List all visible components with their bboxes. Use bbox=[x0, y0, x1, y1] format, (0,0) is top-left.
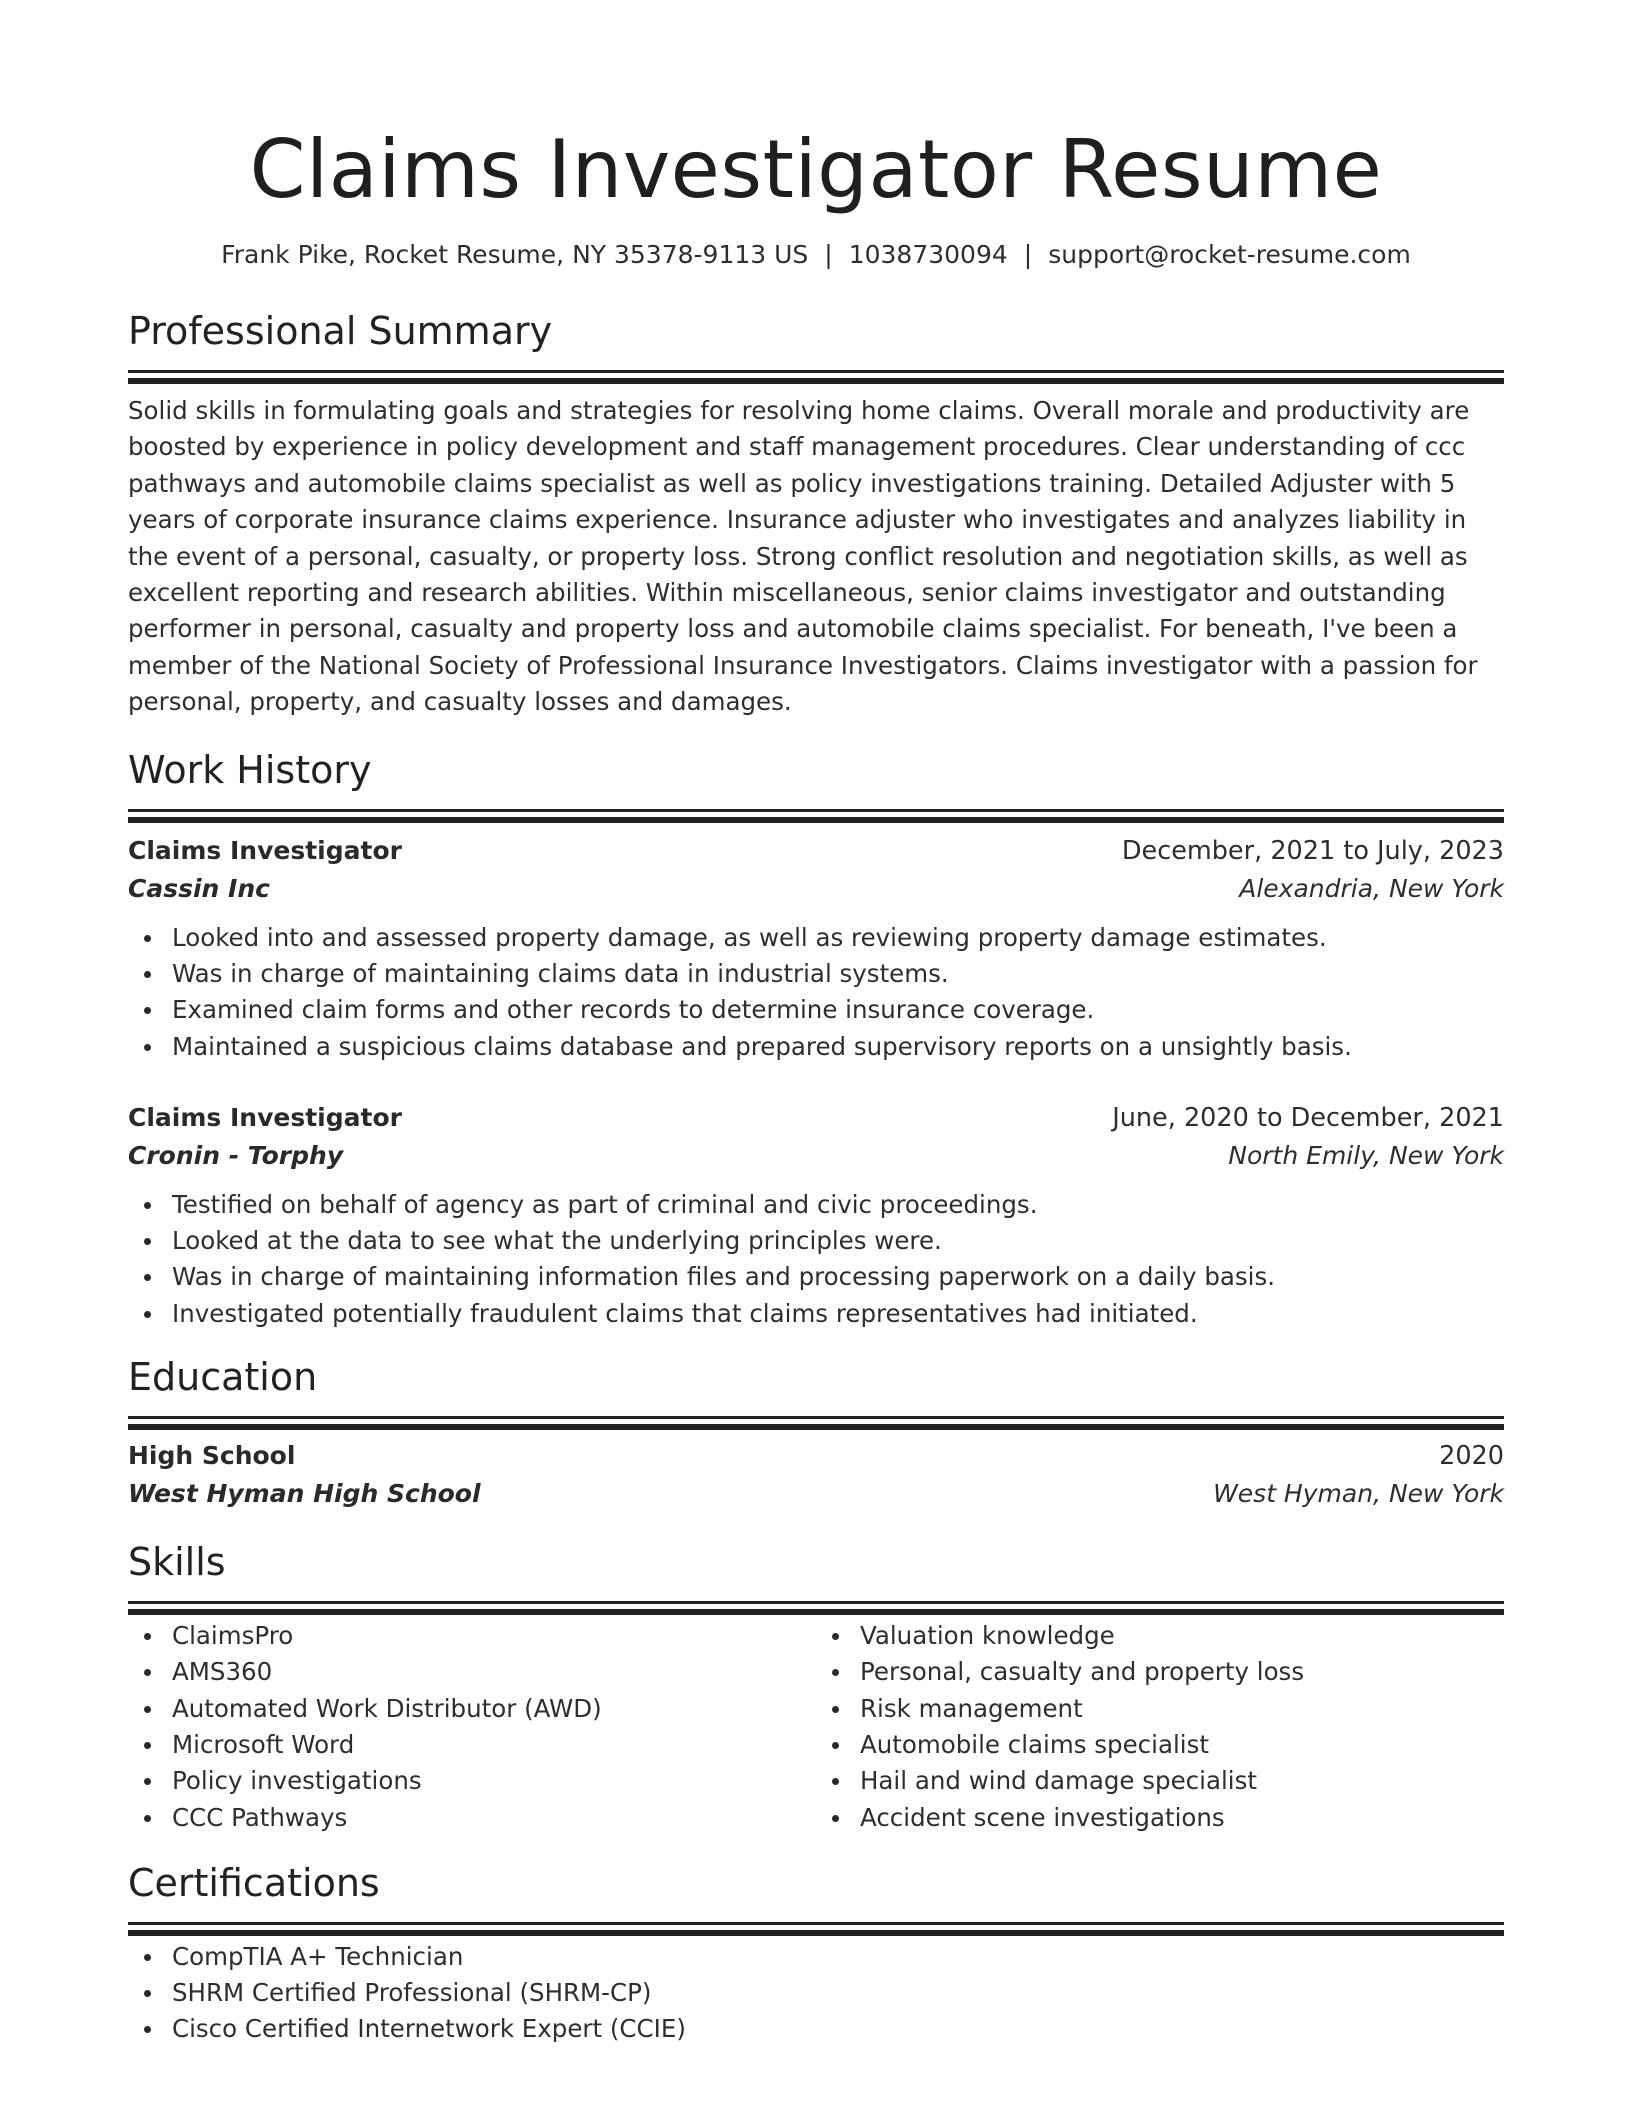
resume-page bbox=[128, 0, 1504, 2048]
certification-item: CompTIA A+ Technician bbox=[128, 1939, 1504, 1975]
skill-item: Automobile claims specialist bbox=[816, 1727, 1504, 1763]
job-dates: December, 2021 to July, 2023 bbox=[1121, 835, 1504, 866]
list-item: Testified on behalf of agency as part of criminal and civic proceedings. bbox=[128, 1187, 1504, 1223]
job-location: Alexandria, New York bbox=[1239, 873, 1504, 903]
list-item: Looked at the data to see what the underlying principles were. bbox=[128, 1223, 1504, 1259]
skill-item: Personal, casualty and property loss bbox=[816, 1654, 1504, 1690]
skills-grid bbox=[128, 1618, 1504, 1836]
job-title: Claims Investigator bbox=[128, 835, 402, 865]
job-location: North Emily, New York bbox=[1228, 1140, 1504, 1170]
company-name: Cronin - Torphy bbox=[128, 1140, 344, 1170]
education-section bbox=[128, 1352, 1504, 1513]
list-item: Maintained a suspicious claims database and prepared supervisory reports on a unsightly basis. bbox=[128, 1029, 1504, 1065]
skill-item: Policy investigations bbox=[128, 1763, 816, 1799]
list-item: Examined claim forms and other records to determine insurance coverage. bbox=[128, 992, 1504, 1028]
contact-line bbox=[128, 238, 1504, 272]
skill-item: Automated Work Distributor (AWD) bbox=[128, 1691, 816, 1727]
school-name: West Hyman High School bbox=[128, 1479, 481, 1509]
certifications-list bbox=[128, 1939, 1504, 2048]
contact-address: Frank Pike, Rocket Resume, NY 35378-9113 US bbox=[221, 240, 809, 269]
section-divider bbox=[128, 1416, 1504, 1419]
skill-item: Hail and wind damage specialist bbox=[816, 1763, 1504, 1799]
skills-list-left bbox=[128, 1618, 816, 1836]
document-title: Claims Investigator Resume bbox=[249, 123, 1383, 216]
skills-list-right bbox=[816, 1618, 1504, 1836]
section-heading-skills: Skills bbox=[128, 1540, 226, 1585]
section-divider bbox=[128, 370, 1504, 373]
contact-separator: | bbox=[1023, 240, 1033, 269]
school-location: West Hyman, New York bbox=[1213, 1479, 1504, 1509]
list-item: Looked into and assessed property damage, as well as reviewing property damage estimates. bbox=[128, 920, 1504, 956]
certification-item: SHRM Certified Professional (SHRM-CP) bbox=[128, 1975, 1504, 2011]
skill-item: Microsoft Word bbox=[128, 1727, 816, 1763]
skill-item: Risk management bbox=[816, 1691, 1504, 1727]
list-item: Was in charge of maintaining claims data in industrial systems. bbox=[128, 956, 1504, 992]
section-heading-summary: Professional Summary bbox=[128, 309, 553, 353]
section-heading-work-history: Work History bbox=[128, 747, 372, 792]
contact-separator: | bbox=[824, 240, 833, 269]
contact-email: support@rocket-resume.com bbox=[1048, 240, 1411, 269]
section-heading-education: Education bbox=[128, 1355, 318, 1400]
list-item: Was in charge of maintaining information files and processing paperwork on a daily basis. bbox=[128, 1259, 1504, 1295]
job-dates: June, 2020 to December, 2021 bbox=[1112, 1102, 1504, 1133]
education-year: 2020 bbox=[1439, 1441, 1504, 1472]
skill-item: AMS360 bbox=[128, 1654, 816, 1690]
skill-item: Accident scene investigations bbox=[816, 1800, 1504, 1836]
job-entry bbox=[128, 1099, 1504, 1332]
education-degree: High School bbox=[128, 1441, 296, 1471]
job-title: Claims Investigator bbox=[128, 1102, 402, 1132]
section-divider bbox=[128, 1922, 1504, 1925]
certification-item: Cisco Certified Internetwork Expert (CCIE) bbox=[128, 2011, 1504, 2047]
company-name: Cassin Inc bbox=[128, 873, 270, 903]
work-history-section bbox=[128, 745, 1504, 1332]
job-duties-list bbox=[128, 1187, 1504, 1332]
summary-section bbox=[128, 306, 1504, 721]
skill-item: Valuation knowledge bbox=[816, 1618, 1504, 1654]
list-item: Investigated potentially fraudulent claims that claims representatives had initiated. bbox=[128, 1296, 1504, 1332]
summary-text: Solid skills in formulating goals and strategies for resolving home claims. Overall morale and productivity are boosted by experience in policy development and staff management procedures. Clear understanding of ccc pathways and automobile claims specialist as well as policy investigations training. Detailed Adjuster with 5 years of corporate insurance claims experience. Insurance adjuster who investigates and analyzes liability in the event of a personal, casualty, or property loss. Strong conflict resolution and negotiation skills, as well as excellent reporting and research abilities. Within miscellaneous, senior claims investigator and outstanding performer in personal, casualty and property loss and automobile claims specialist. For beneath, I've been a member of the National Society of Professional Insurance Investigators. Claims investigator with a passion for personal, property, and casualty losses and damages. bbox=[128, 396, 1478, 717]
skill-item: ClaimsPro bbox=[128, 1618, 816, 1654]
contact-phone: 1038730094 bbox=[848, 240, 1008, 269]
skill-item: CCC Pathways bbox=[128, 1800, 816, 1836]
job-entry bbox=[128, 832, 1504, 1065]
section-divider bbox=[128, 1601, 1504, 1604]
section-divider bbox=[128, 809, 1504, 812]
certifications-section bbox=[128, 1858, 1504, 2048]
skills-section bbox=[128, 1537, 1504, 1836]
job-duties-list bbox=[128, 920, 1504, 1065]
section-heading-certifications: Certifications bbox=[128, 1860, 380, 1905]
